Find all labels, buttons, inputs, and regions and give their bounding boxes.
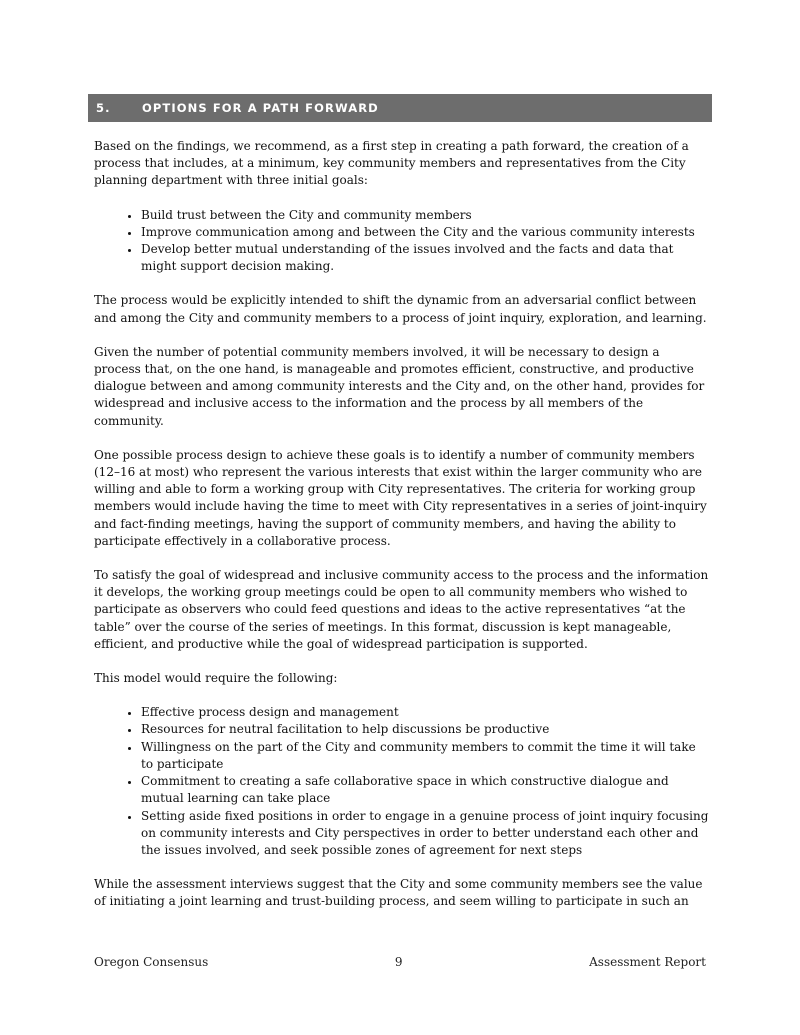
section-header xyxy=(88,94,712,122)
list-item: • Improve communication among and between the City and the various community interests xyxy=(141,224,710,241)
list-item: • Willingness on the part of the City and community members to commit the time it will take to participate xyxy=(141,739,710,773)
paragraph-community-access: To satisfy the goal of widespread and inclusive community access to the process and the information it develops, the working group meetings could be open to all community members who wished to participate as observers who could feed questions and ideas to the active representatives “at the table” over the course of the series of meetings. In this format, discussion is kept manageable, efficient, and productive while the goal of widespread participation is supported. xyxy=(94,568,709,651)
list-item: • Resources for neutral facilitation to help discussions be productive xyxy=(141,721,710,738)
section-title: OPTIONS FOR A PATH FORWARD xyxy=(142,101,379,115)
paragraph-assessment-interviews: While the assessment interviews suggest that the City and some community members see the value of initiating a joint learning and trust-building process, and seem willing to participate in such an xyxy=(94,877,703,909)
requirements-list xyxy=(94,704,710,859)
footer-report-title: Assessment Report xyxy=(589,955,706,969)
section-number: 5. xyxy=(96,101,111,115)
paragraph-model-requirements: This model would require the following: xyxy=(94,671,338,686)
paragraph-process-design-need: Given the number of potential community members involved, it will be necessary to design a process that, on the one hand, is manageable and promotes efficient, constructive, and productive dialogue between and among community interests and the City and, on the other hand, provides for widespread and inclusive access to the information and the process by all members of the community. xyxy=(94,344,705,428)
page-footer xyxy=(94,955,706,969)
paragraph-process-intent: The process would be explicitly intended to shift the dynamic from an adversarial conflict between and among the City and community members to a process of joint inquiry, exploration, and learning. xyxy=(94,293,707,325)
list-item: • Build trust between the City and community members xyxy=(141,207,710,224)
list-item: • Setting aside fixed positions in order to engage in a genuine process of joint inquiry focusing on community interests and City perspectives in order to better understand each other and the issues involved, and seek possible zones of agreement for next steps xyxy=(141,808,710,860)
list-item: • Develop better mutual understanding of the issues involved and the facts and data that might support decision making. xyxy=(141,241,710,275)
list-item: • Effective process design and management xyxy=(141,704,710,721)
body-text xyxy=(94,138,710,928)
paragraph-working-group: One possible process design to achieve these goals is to identify a number of community members (12–16 at most) who represent the various interests that exist within the larger community who are willing and able to form a working group with City representatives. The criteria for working group members would include having the time to meet with City representatives in a series of joint-inquiry and fact-finding meetings, having the support of community members, and having the ability to participate effectively in a collaborative process. xyxy=(94,447,707,548)
list-item: • Commitment to creating a safe collaborative space in which constructive dialogue and mutual learning can take place xyxy=(141,773,710,807)
goals-list xyxy=(94,207,710,276)
footer-organization: Oregon Consensus xyxy=(94,955,209,969)
paragraph-intro: Based on the findings, we recommend, as a first step in creating a path forward, the creation of a process that includes, at a minimum, key community members and representatives from the City planning department with three initial goals: xyxy=(94,139,689,188)
page-number: 9 xyxy=(394,955,403,969)
